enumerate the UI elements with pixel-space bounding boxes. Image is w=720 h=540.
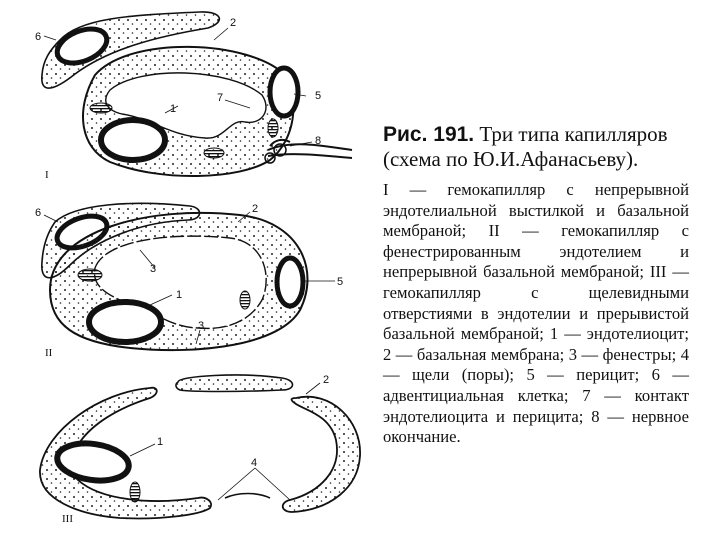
label-5: 5 <box>315 90 322 102</box>
label-1: 1 <box>176 289 183 301</box>
label-5: 5 <box>337 276 344 288</box>
endothelial-nucleus-1 <box>101 120 165 160</box>
mitochondrion <box>78 269 102 281</box>
label-8: 8 <box>315 135 322 147</box>
label-2: 2 <box>323 374 330 386</box>
mitochondrion <box>240 291 250 309</box>
label-7: 7 <box>217 92 224 104</box>
caption-title-line <box>383 122 689 147</box>
label-2: 2 <box>252 203 259 215</box>
label-3: 3 <box>198 320 205 332</box>
figure-label: Рис. 191. <box>383 123 475 146</box>
basal-membrane-fragment <box>225 494 270 499</box>
pericyte-2 <box>277 258 303 306</box>
pericyte-1 <box>270 68 298 116</box>
mitochondrion <box>268 119 278 137</box>
label-6: 6 <box>35 207 42 219</box>
label-1: 1 <box>157 436 164 448</box>
endothelial-fragment-top <box>176 375 293 391</box>
caption-title: Три типа капилляров <box>479 122 668 146</box>
figure-caption <box>383 122 689 448</box>
capillary-type-3 <box>40 374 360 525</box>
capillary-type-1 <box>35 12 352 181</box>
roman-label-3: III <box>62 513 73 525</box>
endothelial-nucleus-2 <box>89 302 161 342</box>
label-2: 2 <box>230 17 237 29</box>
caption-body: I — гемокапилляр с непрерывной эндотелиальной выстилкой и базальной мембраной; II — гемокапилляр с фенестрированным эндотелием и непрерывной базальной мембраной; III — гемокапилляр с щелевидными отверстиями в эндотелии и прерывистой базальной мембраной; 1 — эндотелиоцит; 2 — базальная мембрана; 3 — фенестры; 4 — щели (поры); 5 — перицит; 6 — адвентициальная клетка; 7 — контакт эндотелиоцита и перицита; 8 — нервное окончание. <box>383 180 689 447</box>
label-4: 4 <box>251 457 258 469</box>
label-1: 1 <box>170 103 177 115</box>
mitochondrion <box>204 148 224 158</box>
label-3: 3 <box>150 263 157 275</box>
roman-label-1: I <box>45 169 49 181</box>
mitochondrion <box>130 482 140 502</box>
roman-label-2: II <box>45 347 53 359</box>
caption-subtitle: (схема по Ю.И.Афанасьеву). <box>383 147 639 171</box>
capillary-type-2 <box>35 203 343 359</box>
mitochondrion <box>90 103 112 113</box>
adventitial-nucleus-1 <box>52 22 111 69</box>
label-6: 6 <box>35 31 42 43</box>
endothelial-fragment-right <box>283 397 360 512</box>
